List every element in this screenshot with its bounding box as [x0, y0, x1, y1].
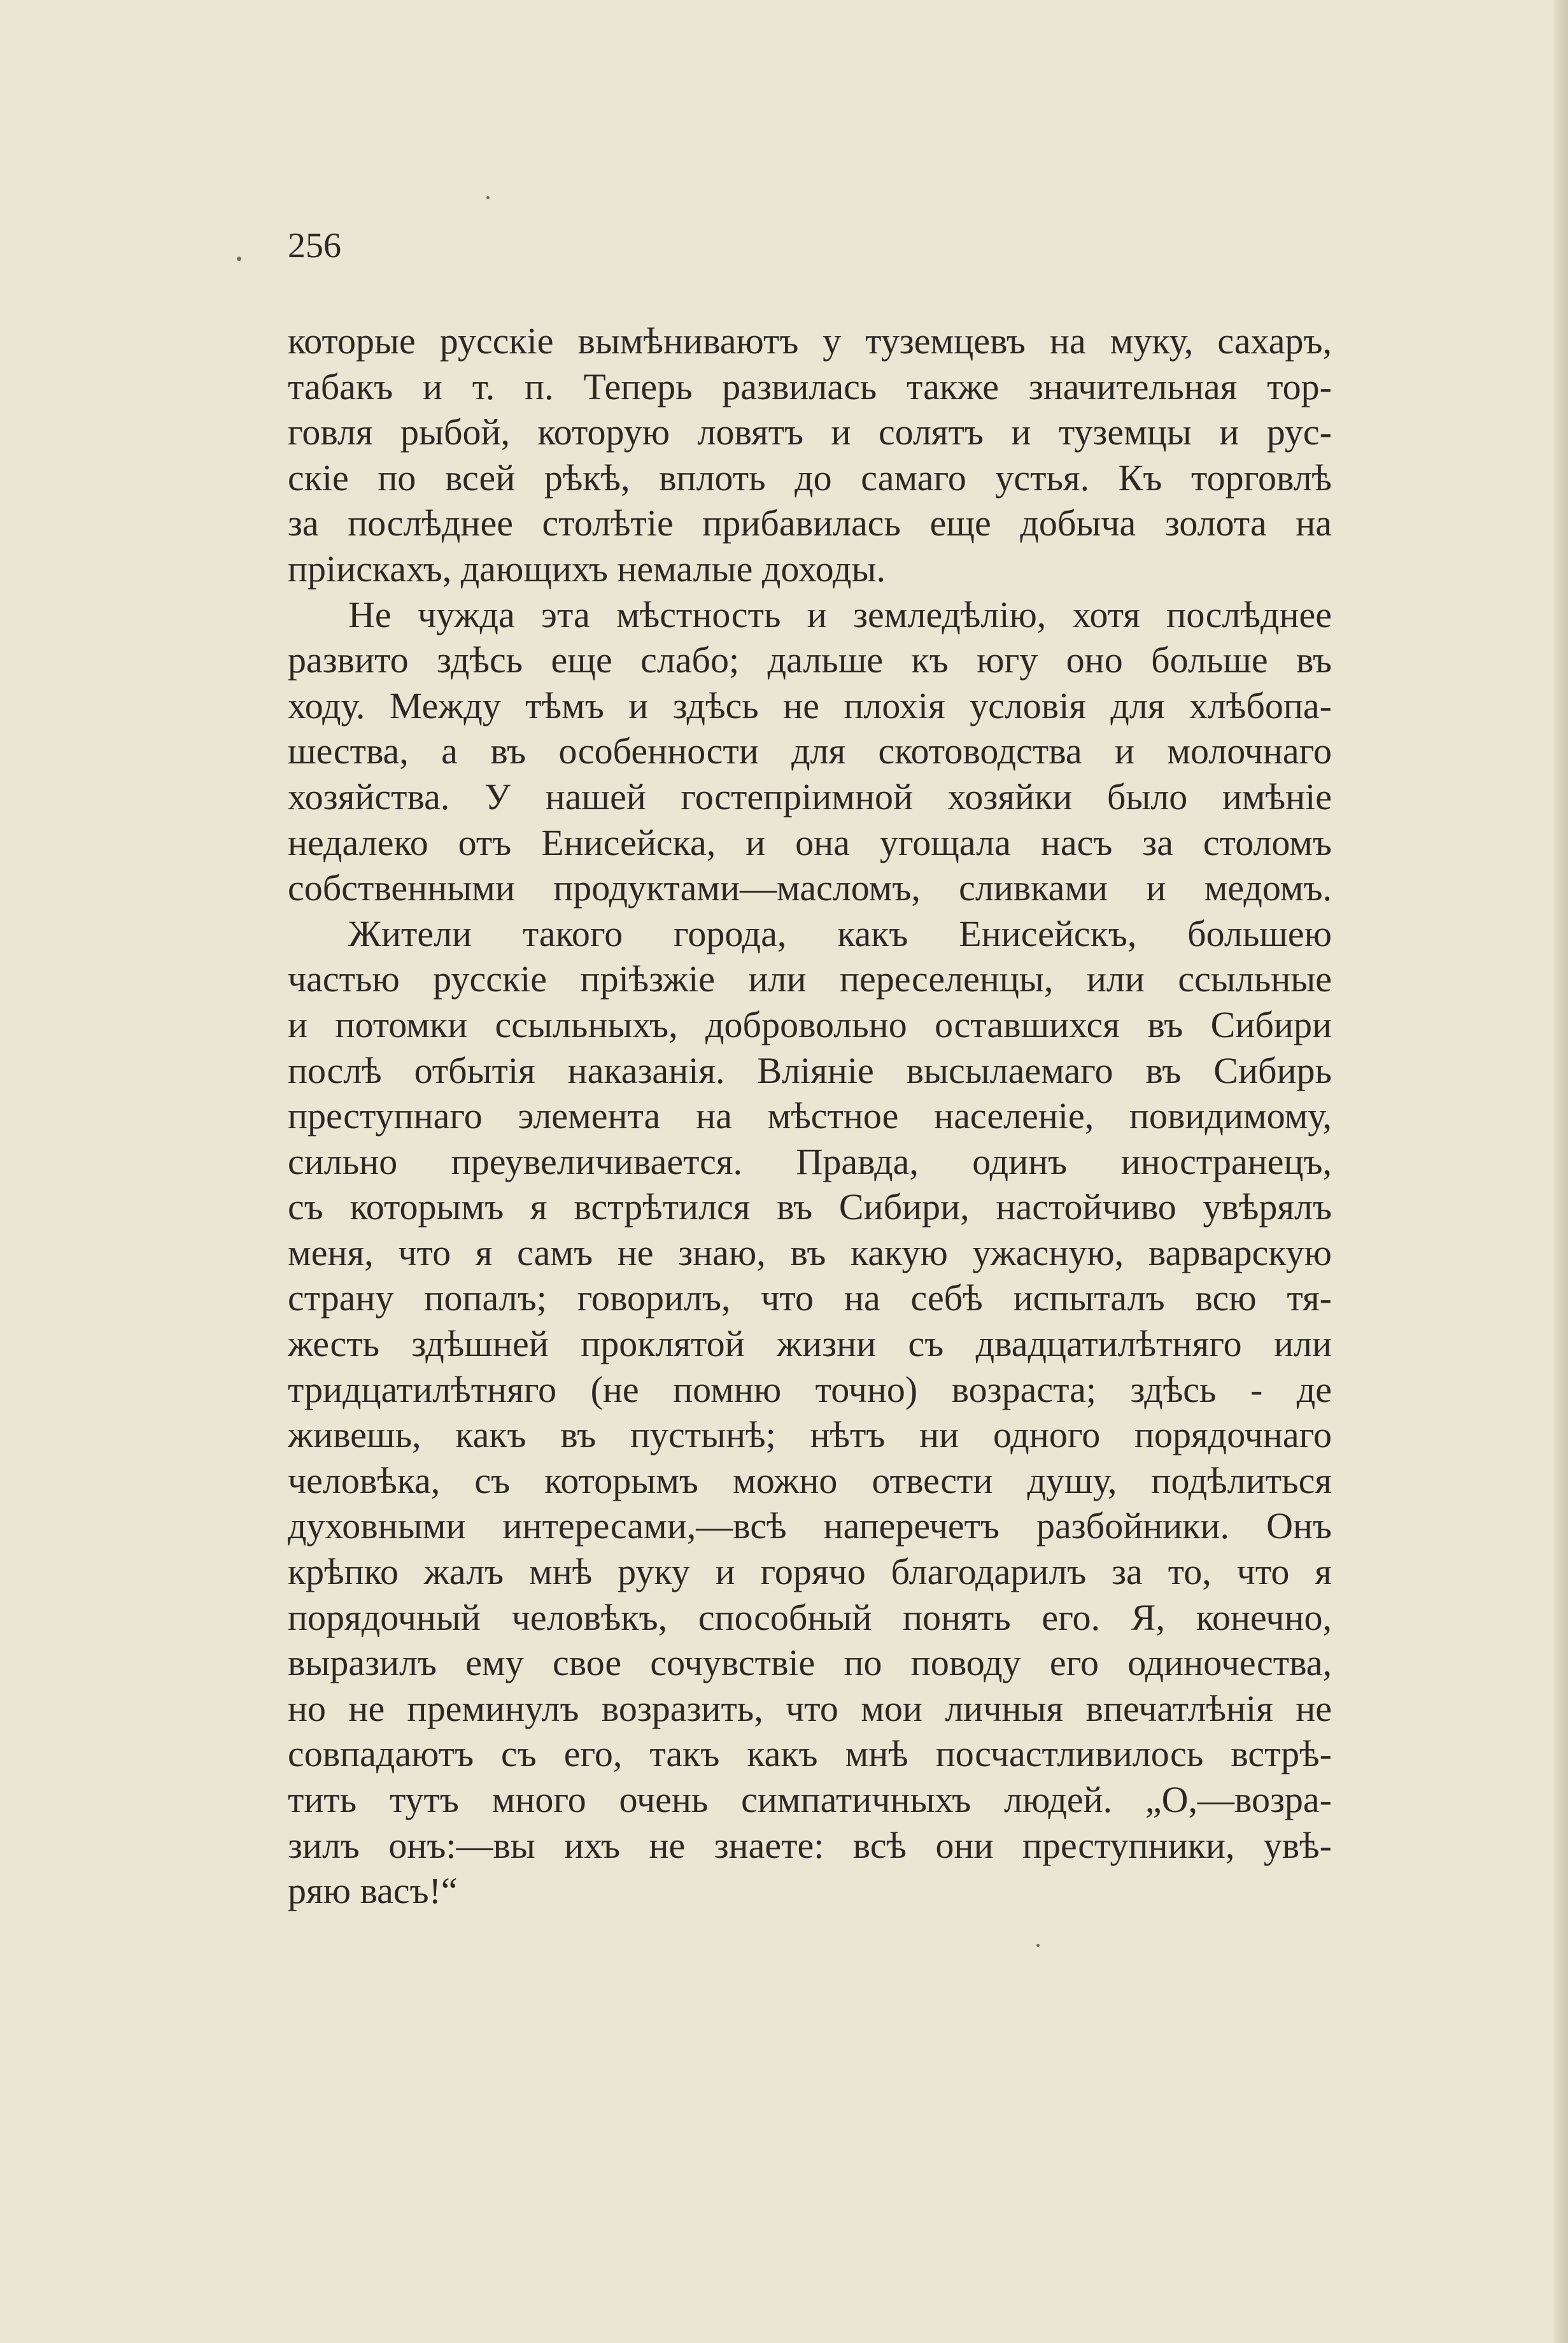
text-line: тридцатилѣтняго (не помню точно) возраста; здѣсь - де — [288, 1368, 1332, 1410]
text-line: табакъ и т. п. Теперь развилась также значительная тор- — [288, 365, 1332, 407]
text-line: Жители такого города, какъ Енисейскъ, большею — [348, 912, 1332, 954]
text-line: собственными продуктами—масломъ, сливками и медомъ. — [288, 867, 1332, 909]
text-line: хозяйства. У нашей гостепріимной хозяйки было имѣніе — [288, 775, 1332, 818]
text-line: ряю васъ!“ — [288, 1870, 458, 1912]
text-line: пріискахъ, дающихъ немалые доходы. — [288, 548, 886, 590]
text-line: сильно преувеличивается. Правда, одинъ иностранецъ, — [288, 1140, 1332, 1182]
text-line: Не чужда эта мѣстность и земледѣлію, хотя послѣднее — [348, 593, 1332, 635]
text-line: скіе по всей рѣкѣ, вплоть до самаго устья. Къ торговлѣ — [288, 457, 1332, 499]
text-line: преступнаго элемента на мѣстное населеніе, повидимому, — [288, 1095, 1332, 1137]
text-line: недалеко отъ Енисейска, и она угощала насъ за столомъ — [288, 821, 1332, 863]
text-line: послѣ отбытія наказанія. Вліяніе высылаемаго въ Сибирь — [288, 1049, 1332, 1091]
text-line: жесть здѣшней проклятой жизни съ двадцатилѣтняго или — [288, 1323, 1332, 1365]
text-line: выразилъ ему свое сочувствіе по поводу его одиночества, — [288, 1642, 1332, 1684]
text-line: порядочный человѣкъ, способный понять его. Я, конечно, — [288, 1596, 1332, 1638]
text-line: за послѣднее столѣтіе прибавилась еще добыча золота на — [288, 502, 1332, 544]
body-text — [288, 318, 1332, 1914]
text-line: развито здѣсь еще слабо; дальше къ югу оно больше въ — [288, 639, 1332, 681]
text-line: ходу. Между тѣмъ и здѣсь не плохія условія для хлѣбопа- — [288, 684, 1332, 726]
print-speck — [1036, 1944, 1040, 1947]
text-line: человѣка, съ которымъ можно отвести душу, подѣлиться — [288, 1459, 1332, 1501]
text-line: шества, а въ особенности для скотоводства и молочнаго — [288, 730, 1332, 772]
text-line: совпадаютъ съ его, такъ какъ мнѣ посчастливилось встрѣ- — [288, 1733, 1332, 1775]
text-line: живешь, какъ въ пустынѣ; нѣтъ ни одного порядочнаго — [288, 1414, 1332, 1456]
page-number: 256 — [288, 226, 341, 265]
text-line: меня, что я самъ не знаю, въ какую ужасную, варварскую — [288, 1231, 1332, 1273]
text-line: съ которымъ я встрѣтился въ Сибири, настойчиво увѣрялъ — [288, 1186, 1332, 1228]
text-line: страну попалъ; говорилъ, что на себѣ испыталъ всю тя- — [288, 1277, 1332, 1319]
page-edge-shadow — [1554, 0, 1568, 2343]
text-line: говля рыбой, которую ловятъ и солятъ и туземцы и рус- — [288, 411, 1332, 453]
text-line: но не преминулъ возразить, что мои личныя впечатлѣнія не — [288, 1687, 1332, 1729]
print-speck — [237, 257, 241, 261]
text-line: и потомки ссыльныхъ, добровольно оставшихся въ Сибири — [288, 1003, 1332, 1045]
text-line: духовными интересами,—всѣ наперечетъ разбойники. Онъ — [288, 1505, 1332, 1547]
text-line: которые русскіе вымѣниваютъ у туземцевъ на муку, сахаръ, — [288, 320, 1332, 362]
text-line: крѣпко жалъ мнѣ руку и горячо благодарилъ за то, что я — [288, 1551, 1332, 1593]
print-speck — [486, 196, 490, 199]
text-line: частью русскіе пріѣзжіе или переселенцы, или ссыльные — [288, 958, 1332, 1000]
text-line: зилъ онъ:—вы ихъ не знаете: всѣ они преступники, увѣ- — [288, 1824, 1332, 1866]
text-line: тить тутъ много очень симпатичныхъ людей. „О,—возра- — [288, 1779, 1332, 1820]
